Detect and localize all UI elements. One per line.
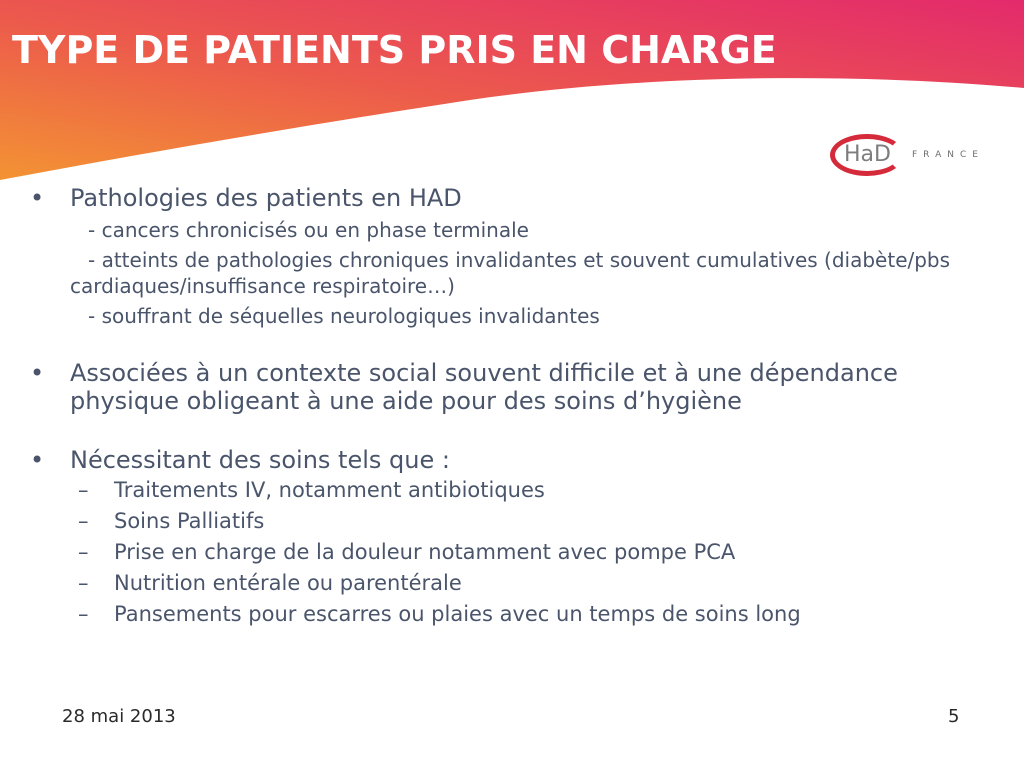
bullet-icon: •	[30, 446, 45, 474]
sub-item: - cancers chronicisés ou en phase terminale	[88, 218, 529, 242]
bullet-icon: •	[30, 359, 45, 387]
dash-text: Traitements IV, notamment antibiotiques	[114, 478, 545, 502]
bullet-text: Nécessitant des soins tels que :	[70, 446, 450, 474]
sub-item: - souffrant de séquelles neurologiques invalidantes	[88, 304, 600, 328]
dash-item	[30, 506, 990, 537]
dash-icon: –	[78, 540, 89, 564]
dash-icon: –	[78, 602, 89, 626]
slide-title: TYPE DE PATIENTS PRIS EN CHARGE	[12, 28, 777, 72]
bullet-item	[30, 183, 990, 213]
dash-icon: –	[78, 478, 89, 502]
logo-main-text: HaD	[844, 142, 891, 167]
had-france-logo	[826, 128, 986, 184]
dash-icon: –	[78, 509, 89, 533]
bullet-icon: •	[30, 184, 45, 212]
dash-item	[30, 599, 990, 630]
dash-text: Nutrition entérale ou parentérale	[114, 571, 462, 595]
slide-content	[30, 183, 990, 630]
bullet-item	[30, 445, 990, 475]
logo-sub-text: FRANCE	[912, 150, 984, 160]
bullet-item	[30, 359, 990, 415]
dash-item	[30, 537, 990, 568]
bullet-text: Associées à un contexte social souvent difficile et à une dépendance physique obligeant à une aide pour des soins d’hygiène	[70, 359, 898, 415]
dash-text: Soins Palliatifs	[114, 509, 265, 533]
page-number: 5	[948, 706, 960, 727]
dash-item	[30, 475, 990, 506]
footer-date: 28 mai 2013	[62, 706, 176, 727]
dash-item	[30, 568, 990, 599]
dash-icon: –	[78, 571, 89, 595]
sub-item: - atteints de pathologies chroniques invalidantes et souvent cumulatives (diabète/pbs cardiaques/insuffisance respiratoire…)	[70, 248, 951, 298]
dash-text: Prise en charge de la douleur notamment avec pompe PCA	[114, 540, 736, 564]
bullet-text: Pathologies des patients en HAD	[70, 184, 462, 212]
dash-text: Pansements pour escarres ou plaies avec un temps de soins long	[114, 602, 801, 626]
